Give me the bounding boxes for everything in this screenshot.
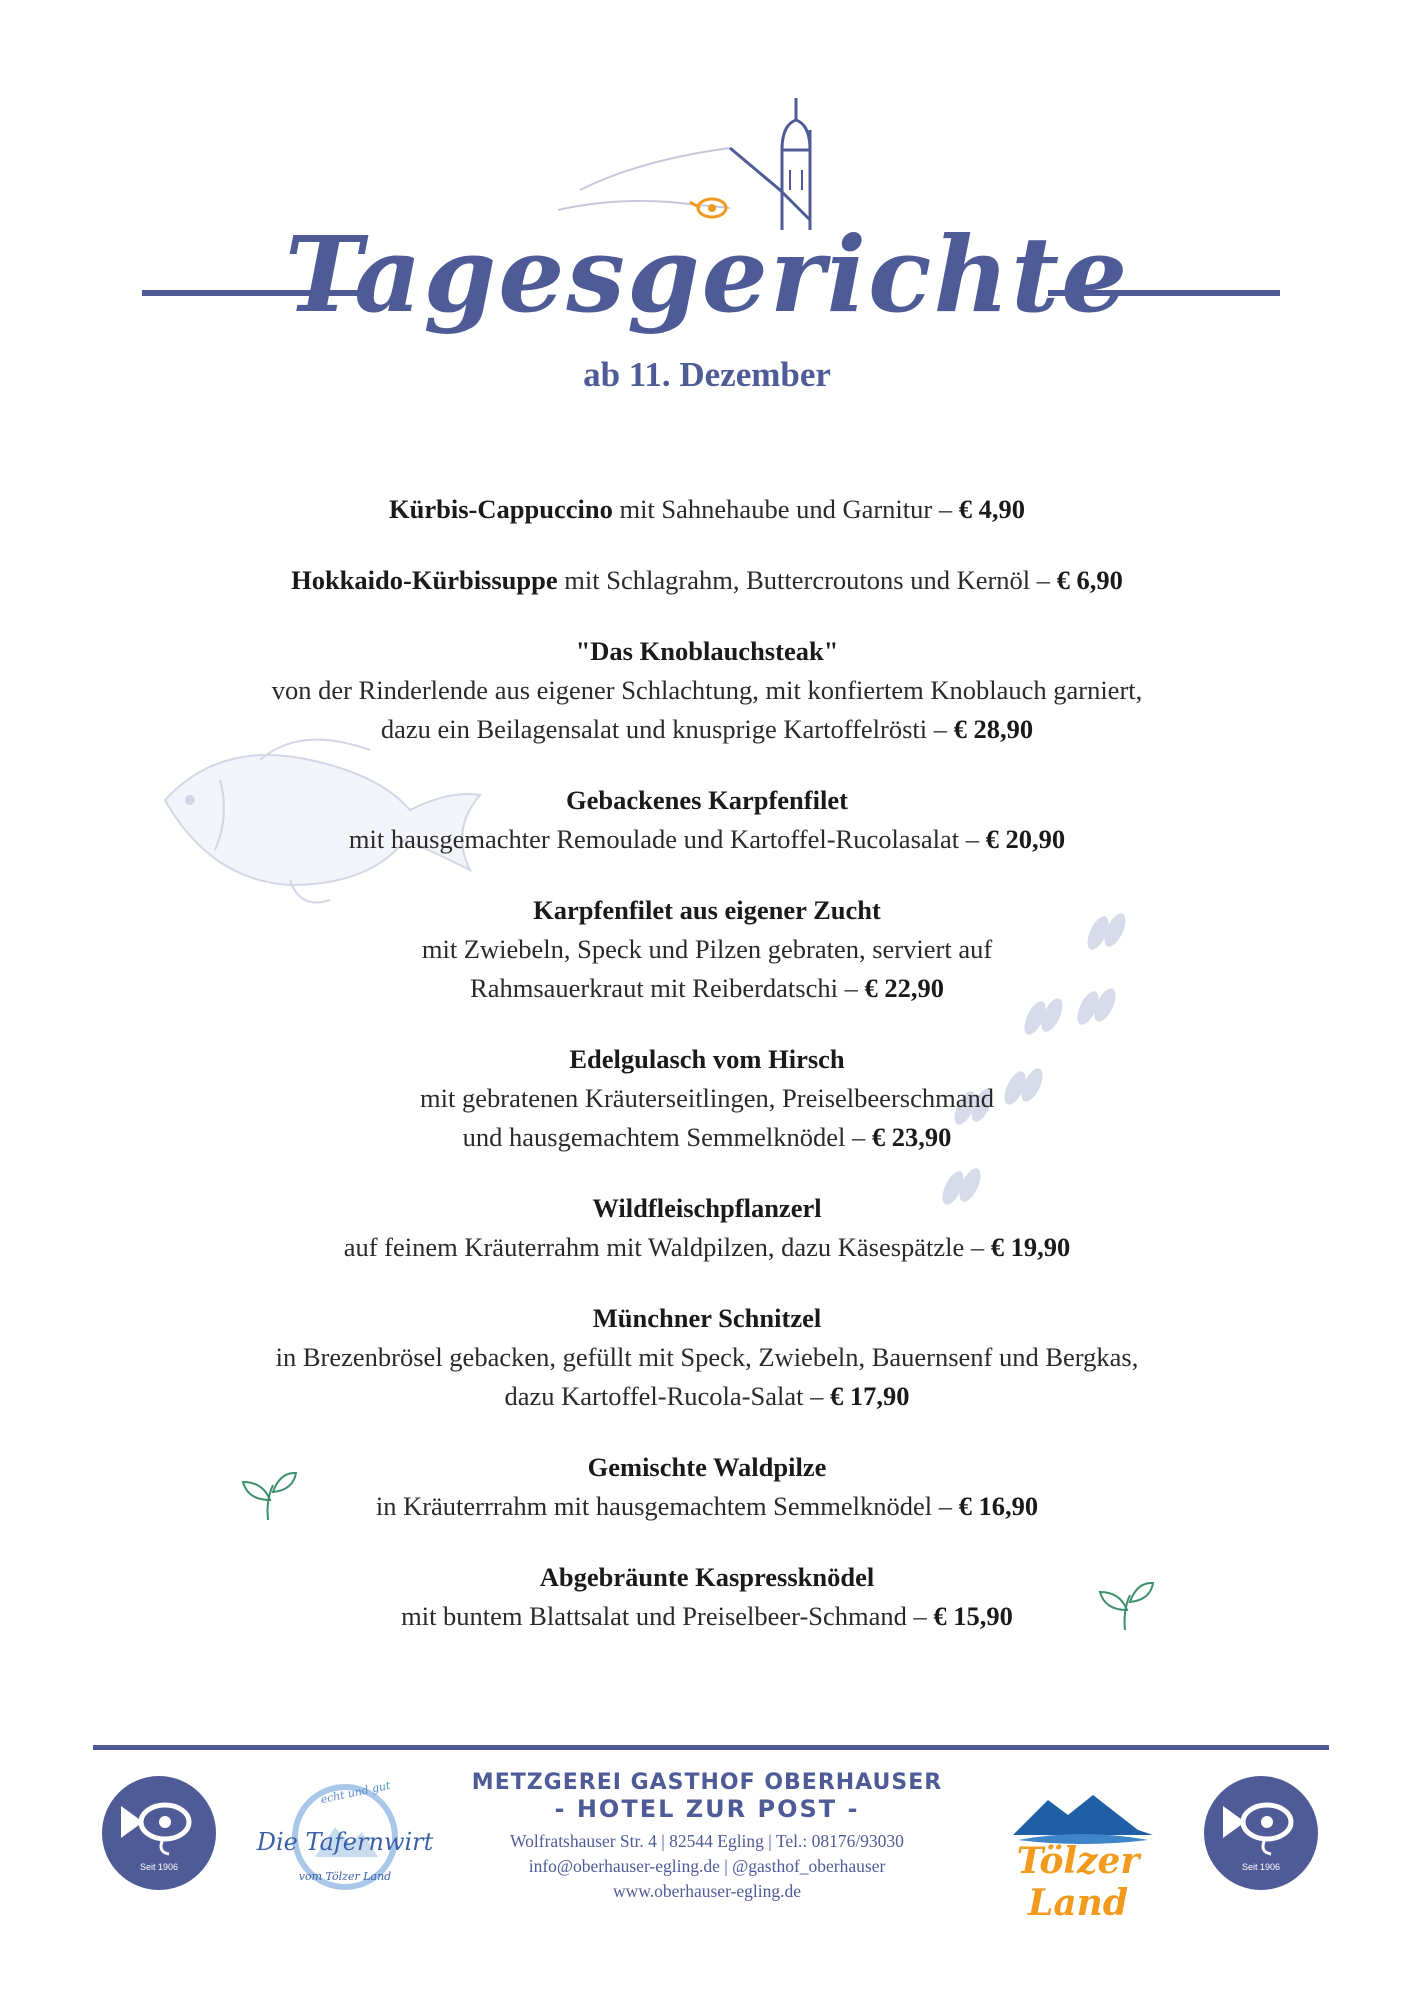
dish-price: € 17,90 xyxy=(829,1381,910,1411)
menu-item: Hokkaido-Kürbissuppe mit Schlagrahm, Buttercroutons und Kernöl – € 6,90 xyxy=(291,565,1123,595)
dish-name: Gemischte Waldpilze xyxy=(587,1452,827,1482)
dish-description: dazu Kartoffel-Rucola-Salat xyxy=(504,1381,804,1411)
footer-rule xyxy=(93,1745,1329,1750)
menu-item: Wildfleischpflanzerl auf feinem Kräuterrahm mit Waldpilzen, dazu Käsespätzle – € 19,90 xyxy=(343,1193,1071,1262)
dish-name: Münchner Schnitzel xyxy=(592,1303,822,1333)
dish-price: € 16,90 xyxy=(958,1491,1039,1521)
dish-name: Edelgulasch vom Hirsch xyxy=(569,1044,845,1074)
dish-description: auf feinem Kräuterrahm mit Waldpilzen, dazu Käsespätzle xyxy=(343,1232,965,1262)
dish-description: und hausgemachtem Semmelknödel xyxy=(462,1122,846,1152)
dish-price: € 22,90 xyxy=(864,973,944,1003)
dish-description: in Brezenbrösel gebacken, gefüllt mit Speck, Zwiebeln, Bauernsenf und Bergkas, xyxy=(275,1342,1139,1372)
dish-description: dazu ein Beilagensalat und knusprige Kartoffelrösti xyxy=(380,714,928,744)
menu-item: Münchner Schnitzel in Brezenbrösel gebacken, gefüllt mit Speck, Zwiebeln, Bauernsenf und Bergkas, dazu Kartoffel-Rucola-Salat – € 17,90 xyxy=(275,1303,1139,1411)
dish-price: € 15,90 xyxy=(933,1601,1013,1631)
business-name: METZGEREI GASTHOF OBERHAUSER xyxy=(471,1770,943,1795)
dish-price: € 19,90 xyxy=(990,1232,1071,1262)
dish-price: € 23,90 xyxy=(871,1122,952,1152)
dish-price: € 6,90 xyxy=(1056,565,1123,595)
dish-description: mit Sahnehaube und Garnitur xyxy=(612,494,933,524)
menu-item: "Das Knoblauchsteak" von der Rinderlende aus eigener Schlachtung, mit konfiertem Knoblauch garniert, dazu ein Beilagensalat und knusprige Kartoffelrösti – € 28,90 xyxy=(271,636,1143,744)
dish-name: Hokkaido-Kürbissuppe xyxy=(291,565,558,595)
post-horn-badge-left xyxy=(102,1776,216,1890)
dish-description: mit buntem Blattsalat und Preiselbeer-Schmand xyxy=(401,1601,907,1631)
menu-item: Gebackenes Karpfenfilet mit hausgemachter Remoulade und Kartoffel-Rucolasalat – € 20,90 xyxy=(348,785,1066,854)
post-horn-badge-right xyxy=(1204,1776,1318,1890)
dish-name: "Das Knoblauchsteak" xyxy=(575,636,839,666)
menu-list xyxy=(157,490,1257,1668)
menu-item: Karpfenfilet aus eigener Zucht mit Zwiebeln, Speck und Pilzen gebraten, serviert auf Rahmsauerkraut mit Reiberdatschi – € 22,90 xyxy=(421,895,993,1003)
tafernwirt-logo xyxy=(250,1778,440,1892)
page-title: Tagesgerichte xyxy=(284,213,1130,336)
menu-item: Kürbis-Cappuccino mit Sahnehaube und Garnitur – € 4,90 xyxy=(389,494,1025,524)
toelzer-land-text: Tölzer Land xyxy=(1016,1840,1140,1924)
toelzer-land-logo xyxy=(978,1790,1178,1924)
dish-price: € 28,90 xyxy=(953,714,1034,744)
menu-item: Abgebräunte Kaspressknödel mit buntem Blattsalat und Preiselbeer-Schmand – € 15,90 xyxy=(401,1562,1013,1631)
dish-description: mit hausgemachter Remoulade und Kartoffel-Rucolasalat xyxy=(348,824,960,854)
dish-price: € 20,90 xyxy=(985,824,1066,854)
dish-description: mit Schlagrahm, Buttercroutons und Kernöl xyxy=(557,565,1031,595)
post-horn-icon xyxy=(117,1792,201,1858)
badge-text: Seit 1906 xyxy=(1241,1862,1281,1872)
dish-name: Kürbis-Cappuccino xyxy=(389,494,613,524)
footer-contact-block xyxy=(450,1770,964,1904)
contact: info@oberhauser-egling.de | @gasthof_oberhauser xyxy=(528,1856,886,1876)
dish-description: Rahmsauerkraut mit Reiberdatschi xyxy=(470,973,838,1003)
menu-item: Edelgulasch vom Hirsch mit gebratenen Kräuterseitlingen, Preiselbeerschmand und hausgemachtem Semmelknödel – € 23,90 xyxy=(420,1044,994,1152)
menu-item: Gemischte Waldpilze in Kräuterrrahm mit hausgemachtem Semmelknödel – € 16,90 xyxy=(375,1452,1039,1521)
dish-name: Gebackenes Karpfenfilet xyxy=(566,785,848,815)
dish-name: Karpfenfilet aus eigener Zucht xyxy=(533,895,881,925)
address: Wolfratshauser Str. 4 | 82544 Egling | Tel.: 08176/93030 xyxy=(510,1831,904,1851)
post-horn-icon xyxy=(1219,1792,1303,1858)
badge-text: Seit 1906 xyxy=(139,1862,179,1872)
dish-description: von der Rinderlende aus eigener Schlachtung, mit konfiertem Knoblauch garniert, xyxy=(271,675,1143,705)
tafernwirt-tagline: echt und gut xyxy=(319,1778,392,1807)
dish-price: € 4,90 xyxy=(958,494,1025,524)
dish-description: in Kräuterrrahm mit hausgemachtem Semmelknödel xyxy=(375,1491,933,1521)
dish-name: Wildfleischpflanzerl xyxy=(592,1193,822,1223)
page-subtitle: ab 11. Dezember xyxy=(583,355,831,394)
tafernwirt-name: Die Tafernwirt xyxy=(256,1828,434,1856)
tafernwirt-region: vom Tölzer Land xyxy=(298,1870,392,1883)
website-link[interactable]: www.oberhauser-egling.de xyxy=(612,1881,802,1901)
dish-name: Abgebräunte Kaspressknödel xyxy=(539,1562,875,1592)
dish-description: mit Zwiebeln, Speck und Pilzen gebraten, serviert auf xyxy=(421,934,993,964)
hotel-name: - HOTEL ZUR POST - xyxy=(554,1795,860,1823)
dish-description: mit gebratenen Kräuterseitlingen, Preiselbeerschmand xyxy=(420,1083,994,1113)
